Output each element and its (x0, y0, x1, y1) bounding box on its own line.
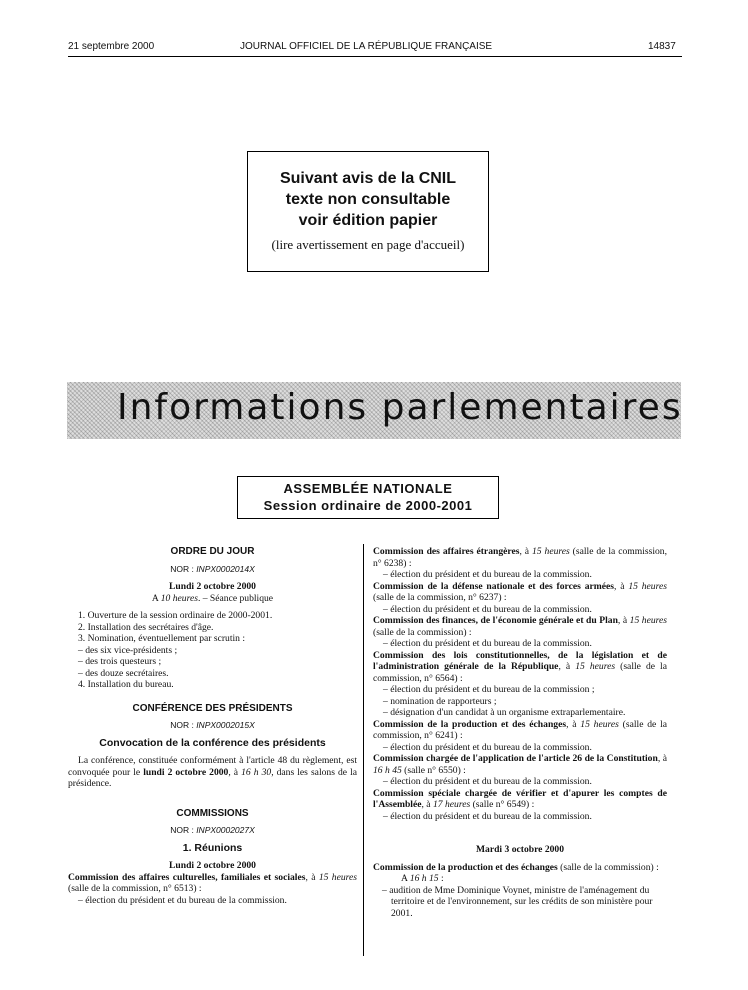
commission-detail: – nomination de rapporteurs ; (383, 695, 497, 707)
comm-nor (68, 825, 357, 837)
commission-text: , à (305, 871, 319, 883)
commission-time: 15 heures (628, 580, 667, 592)
time-prefix: A (401, 873, 410, 884)
commission-text: (salle de la commission, n° 6513) : (68, 883, 202, 894)
commission-time: 15 heures (318, 871, 357, 883)
time-value: 10 heures (160, 592, 198, 604)
second-date: Mardi 3 octobre 2000 (475, 844, 565, 855)
cnil-note: (lire avertissement en page d'accueil) (271, 237, 465, 252)
ordre-item: 1. Ouverture de la session ordinaire de 2000-2001. (78, 610, 273, 621)
nor-label: NOR : (170, 720, 197, 730)
commission-entry (373, 615, 667, 638)
commission-entry (373, 719, 667, 742)
commission-text: (salle de la commission) : (557, 861, 659, 873)
commission-name: Commission spéciale chargée de vérifier et d'apurer les comptes de l'Assemblée (373, 787, 667, 810)
commission-text: (salle n° 6549) : (470, 799, 535, 810)
commission-detail: – élection du président et du bureau de la commission. (383, 603, 592, 615)
commission-time: 16 h 45 (373, 764, 402, 776)
commission-time: 15 heures (580, 718, 619, 730)
commission-name: Commission de la production et des échanges (373, 861, 558, 873)
comm-heading: COMMISSIONS (176, 807, 249, 819)
commission-text: , à (421, 799, 433, 810)
header-title: JOURNAL OFFICIEL DE LA RÉPUBLIQUE FRANÇAISE (240, 41, 493, 52)
ordre-item: – des six vice-présidents ; (78, 644, 178, 656)
ordre-item: 4. Installation du bureau. (78, 679, 174, 690)
commission-name: Commission de la production et des échanges (373, 718, 567, 730)
nor-code: INPX0002015X (196, 720, 255, 730)
ordre-item: 3. Nomination, éventuellement par scrutin : (78, 633, 246, 644)
commission-detail: – élection du président et du bureau de la commission. (78, 894, 287, 906)
commission-detail: – élection du président et du bureau de la commission. (383, 776, 592, 787)
left-column (68, 546, 357, 906)
commission-entry (373, 788, 667, 811)
assembly-session: Session ordinaire de 2000-2001 (263, 498, 473, 513)
commission-name: Commission des affaires étrangères (373, 546, 520, 557)
commission-text: (salle de la commission, n° 6564) : (373, 661, 667, 684)
commission-name: Commission des lois constitutionnelles, de la législation et de l'administration générale de la République (373, 649, 667, 672)
commission-name: Commission chargée de l'application de l'article 26 de la Constitution (373, 753, 658, 764)
conf-heading: CONFÉRENCE DES PRÉSIDENTS (132, 702, 293, 714)
commission-text: , à (519, 546, 532, 557)
assembly-box (237, 476, 499, 519)
ordre-item: – des trois questeurs ; (78, 656, 162, 667)
conf-subheading: Convocation de la conférence des présidents (99, 736, 326, 749)
commission-name: Commission des affaires culturelles, familiales et sociales (68, 871, 306, 883)
time-suffix: . – Séance publique (197, 592, 274, 604)
commission-text: , à (566, 718, 581, 730)
nor-label: NOR : (170, 563, 197, 574)
nor-code: INPX0002027X (196, 825, 255, 835)
commission-text: , à (657, 753, 667, 764)
commission-detail: – élection du président et du bureau de la commission. (383, 569, 592, 580)
commission-text: (salle de la commission, n° 6238) : (373, 546, 667, 569)
commission-name: Commission des finances, de l'économie générale et du Plan (373, 615, 618, 626)
column-separator (363, 544, 364, 956)
ordre-item: 2. Installation des secrétaires d'âge. (78, 621, 214, 633)
commission-time: 15 heures (575, 661, 616, 672)
section-banner (67, 382, 681, 439)
conf-time: 16 h 30 (241, 766, 272, 778)
commission-detail: – élection du président et du bureau de la commission. (383, 638, 592, 649)
conf-text: La conférence, constituée conformément à l'article 48 du règlement, est convoquée pour le (68, 755, 357, 778)
commission-entry (68, 872, 357, 895)
nor-code: INPX0002014X (196, 563, 255, 574)
commission-name: Commission de la défense nationale et des forces armées (373, 580, 614, 592)
commission-detail: – audition de Mme Dominique Voynet, ministre de l'aménagement du territoire et de l'environnement, sur les crédits de son ministère pour 2001. (382, 884, 653, 919)
commission-entry (373, 862, 667, 874)
commission-entry (373, 581, 667, 604)
ordre-nor (68, 564, 357, 576)
conf-date: lundi 2 octobre 2000 (143, 766, 229, 778)
header-page-number: 14837 (648, 41, 676, 52)
assembly-title: ASSEMBLÉE NATIONALE (283, 481, 453, 496)
commission-time: 15 heures (532, 546, 570, 557)
commission-entry (373, 650, 667, 685)
commission-time: 15 heures (629, 615, 667, 626)
conf-text: , dans les salons de la présidence. (68, 766, 357, 789)
cnil-line-2: texte non consultable (285, 191, 451, 208)
commission-text: , à (614, 580, 629, 592)
commission-text: (salle n° 6550) : (401, 764, 466, 776)
right-column (373, 546, 667, 919)
commission-entry (373, 546, 667, 569)
cnil-line-1: Suivant avis de la CNIL (279, 170, 457, 187)
commission-text: (salle de la commission, n° 6241) : (373, 718, 668, 741)
cnil-line-3: voir édition papier (298, 212, 438, 229)
conf-text: , à (228, 766, 242, 778)
commission-time: 17 heures (432, 799, 471, 810)
commission-detail: – désignation d'un candidat à un organisme extraparlementaire. (383, 707, 626, 718)
nor-label: NOR : (170, 825, 197, 835)
commission-detail: – élection du président et du bureau de la commission. (383, 810, 592, 822)
ordre-heading: ORDRE DU JOUR (170, 546, 255, 557)
header-date: 21 septembre 2000 (68, 41, 155, 52)
comm-subheading: 1. Réunions (182, 841, 243, 854)
time-prefix: A (151, 592, 161, 604)
ordre-date: Lundi 2 octobre 2000 (169, 581, 256, 592)
cnil-notice-box (247, 151, 489, 272)
commission-detail: – élection du président et du bureau de la commission ; (383, 684, 595, 695)
commission-text: , à (558, 661, 576, 672)
header-rule (68, 56, 682, 57)
commission-entry (373, 753, 667, 776)
comm-date: Lundi 2 octobre 2000 (169, 860, 256, 871)
commission-text: (salle de la commission) : (373, 626, 472, 638)
ordre-item: – des douze secrétaires. (78, 667, 169, 679)
commission-time: 16 h 15 (409, 873, 439, 884)
banner-title: Informations parlementaires (117, 387, 683, 428)
conf-nor (68, 720, 357, 732)
conf-paragraph (68, 755, 357, 790)
commission-detail: – élection du président et du bureau de la commission. (383, 741, 592, 753)
ordre-time (68, 593, 357, 605)
commission-text: (salle de la commission, n° 6237) : (373, 592, 507, 603)
commission-text: , à (617, 615, 630, 626)
time-suffix: : (438, 873, 444, 884)
commission-time-line (373, 873, 667, 885)
